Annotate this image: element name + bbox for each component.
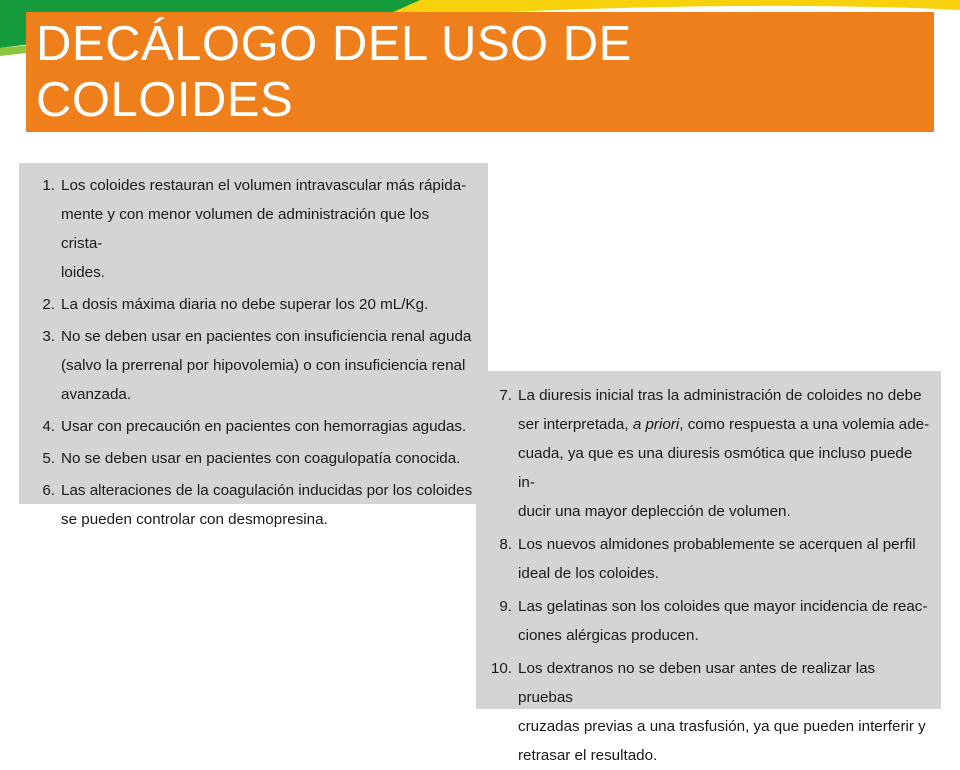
item-line: La diuresis inicial tras la administración de coloides no debe (518, 387, 922, 404)
item-number: 7. (499, 387, 512, 404)
item-text (61, 412, 474, 441)
italic-phrase: a priori (632, 416, 680, 433)
item-text (518, 592, 931, 650)
item-line: cuada, ya que es una diuresis osmótica que incluso puede in- (518, 445, 913, 491)
item-number: 2. (42, 296, 55, 313)
list-item (33, 171, 474, 287)
item-number: 5. (42, 450, 55, 467)
item-line: avanzada. (61, 386, 132, 403)
item-line: Los nuevos almidones probablemente se acerquen al perfil (518, 536, 916, 553)
item-number: 8. (499, 536, 512, 553)
item-number: 4. (42, 418, 55, 435)
item-line: retrasar el resultado. (518, 747, 658, 764)
item-line: ducir una mayor deplección de volumen. (518, 503, 791, 520)
item-line: No se deben usar en pacientes con insuficiencia renal aguda (61, 328, 472, 345)
item-number: 3. (42, 328, 55, 345)
title-bar (26, 12, 934, 132)
title-line-2: COLOIDES (36, 73, 294, 127)
rules-panel-left (19, 163, 488, 528)
item-line: (salvo la prerrenal por hipovolemia) o con insuficiencia renal (61, 357, 466, 374)
item-line: ciones alérgicas producen. (518, 627, 699, 644)
item-line: Los coloides restauran el volumen intravascular más rápida- (61, 177, 467, 194)
item-line: mente y con menor volumen de administración que los crista- (61, 206, 430, 252)
item-text (61, 171, 474, 287)
item-line: Las gelatinas son los coloides que mayor incidencia de reac- (518, 598, 928, 615)
list-item (33, 444, 474, 473)
item-number: 10. (490, 660, 512, 677)
item-line: No se deben usar en pacientes con coagulopatía conocida. (61, 450, 461, 467)
item-line: cruzadas previas a una trasfusión, ya que pueden interferir y (518, 718, 926, 735)
slide-title (36, 16, 632, 128)
item-line: Usar con precaución en pacientes con hemorragias agudas. (61, 418, 467, 435)
item-line: ideal de los coloides. (518, 565, 659, 582)
item-text (518, 381, 931, 526)
item-line: se pueden controlar con desmopresina. (61, 511, 328, 528)
item-number: 6. (42, 482, 55, 499)
item-text (61, 444, 474, 473)
list-item (33, 412, 474, 441)
item-line: Las alteraciones de la coagulación inducidas por los coloides (61, 482, 473, 499)
list-item (486, 530, 931, 588)
list-item (486, 592, 931, 650)
item-line: loides. (61, 264, 105, 281)
item-line-part: ser interpretada, (518, 416, 633, 433)
item-text (518, 530, 931, 588)
list-item (486, 381, 931, 526)
item-line-part: , como respuesta a una volemia ade- (679, 416, 930, 433)
list-item (33, 322, 474, 409)
item-text (61, 476, 474, 534)
item-line: Los dextranos no se deben usar antes de realizar las pruebas (518, 660, 876, 706)
item-text (518, 654, 931, 770)
list-item (33, 290, 474, 319)
list-item (33, 476, 474, 534)
list-item (486, 654, 931, 770)
rules-panel-right (476, 371, 941, 764)
item-number: 1. (42, 177, 55, 194)
item-number: 9. (499, 598, 512, 615)
item-text (61, 322, 474, 409)
item-text (61, 290, 474, 319)
item-line: La dosis máxima diaria no debe superar los 20 mL/Kg. (61, 296, 429, 313)
title-line-1: DECÁLOGO DEL USO DE (36, 17, 632, 71)
